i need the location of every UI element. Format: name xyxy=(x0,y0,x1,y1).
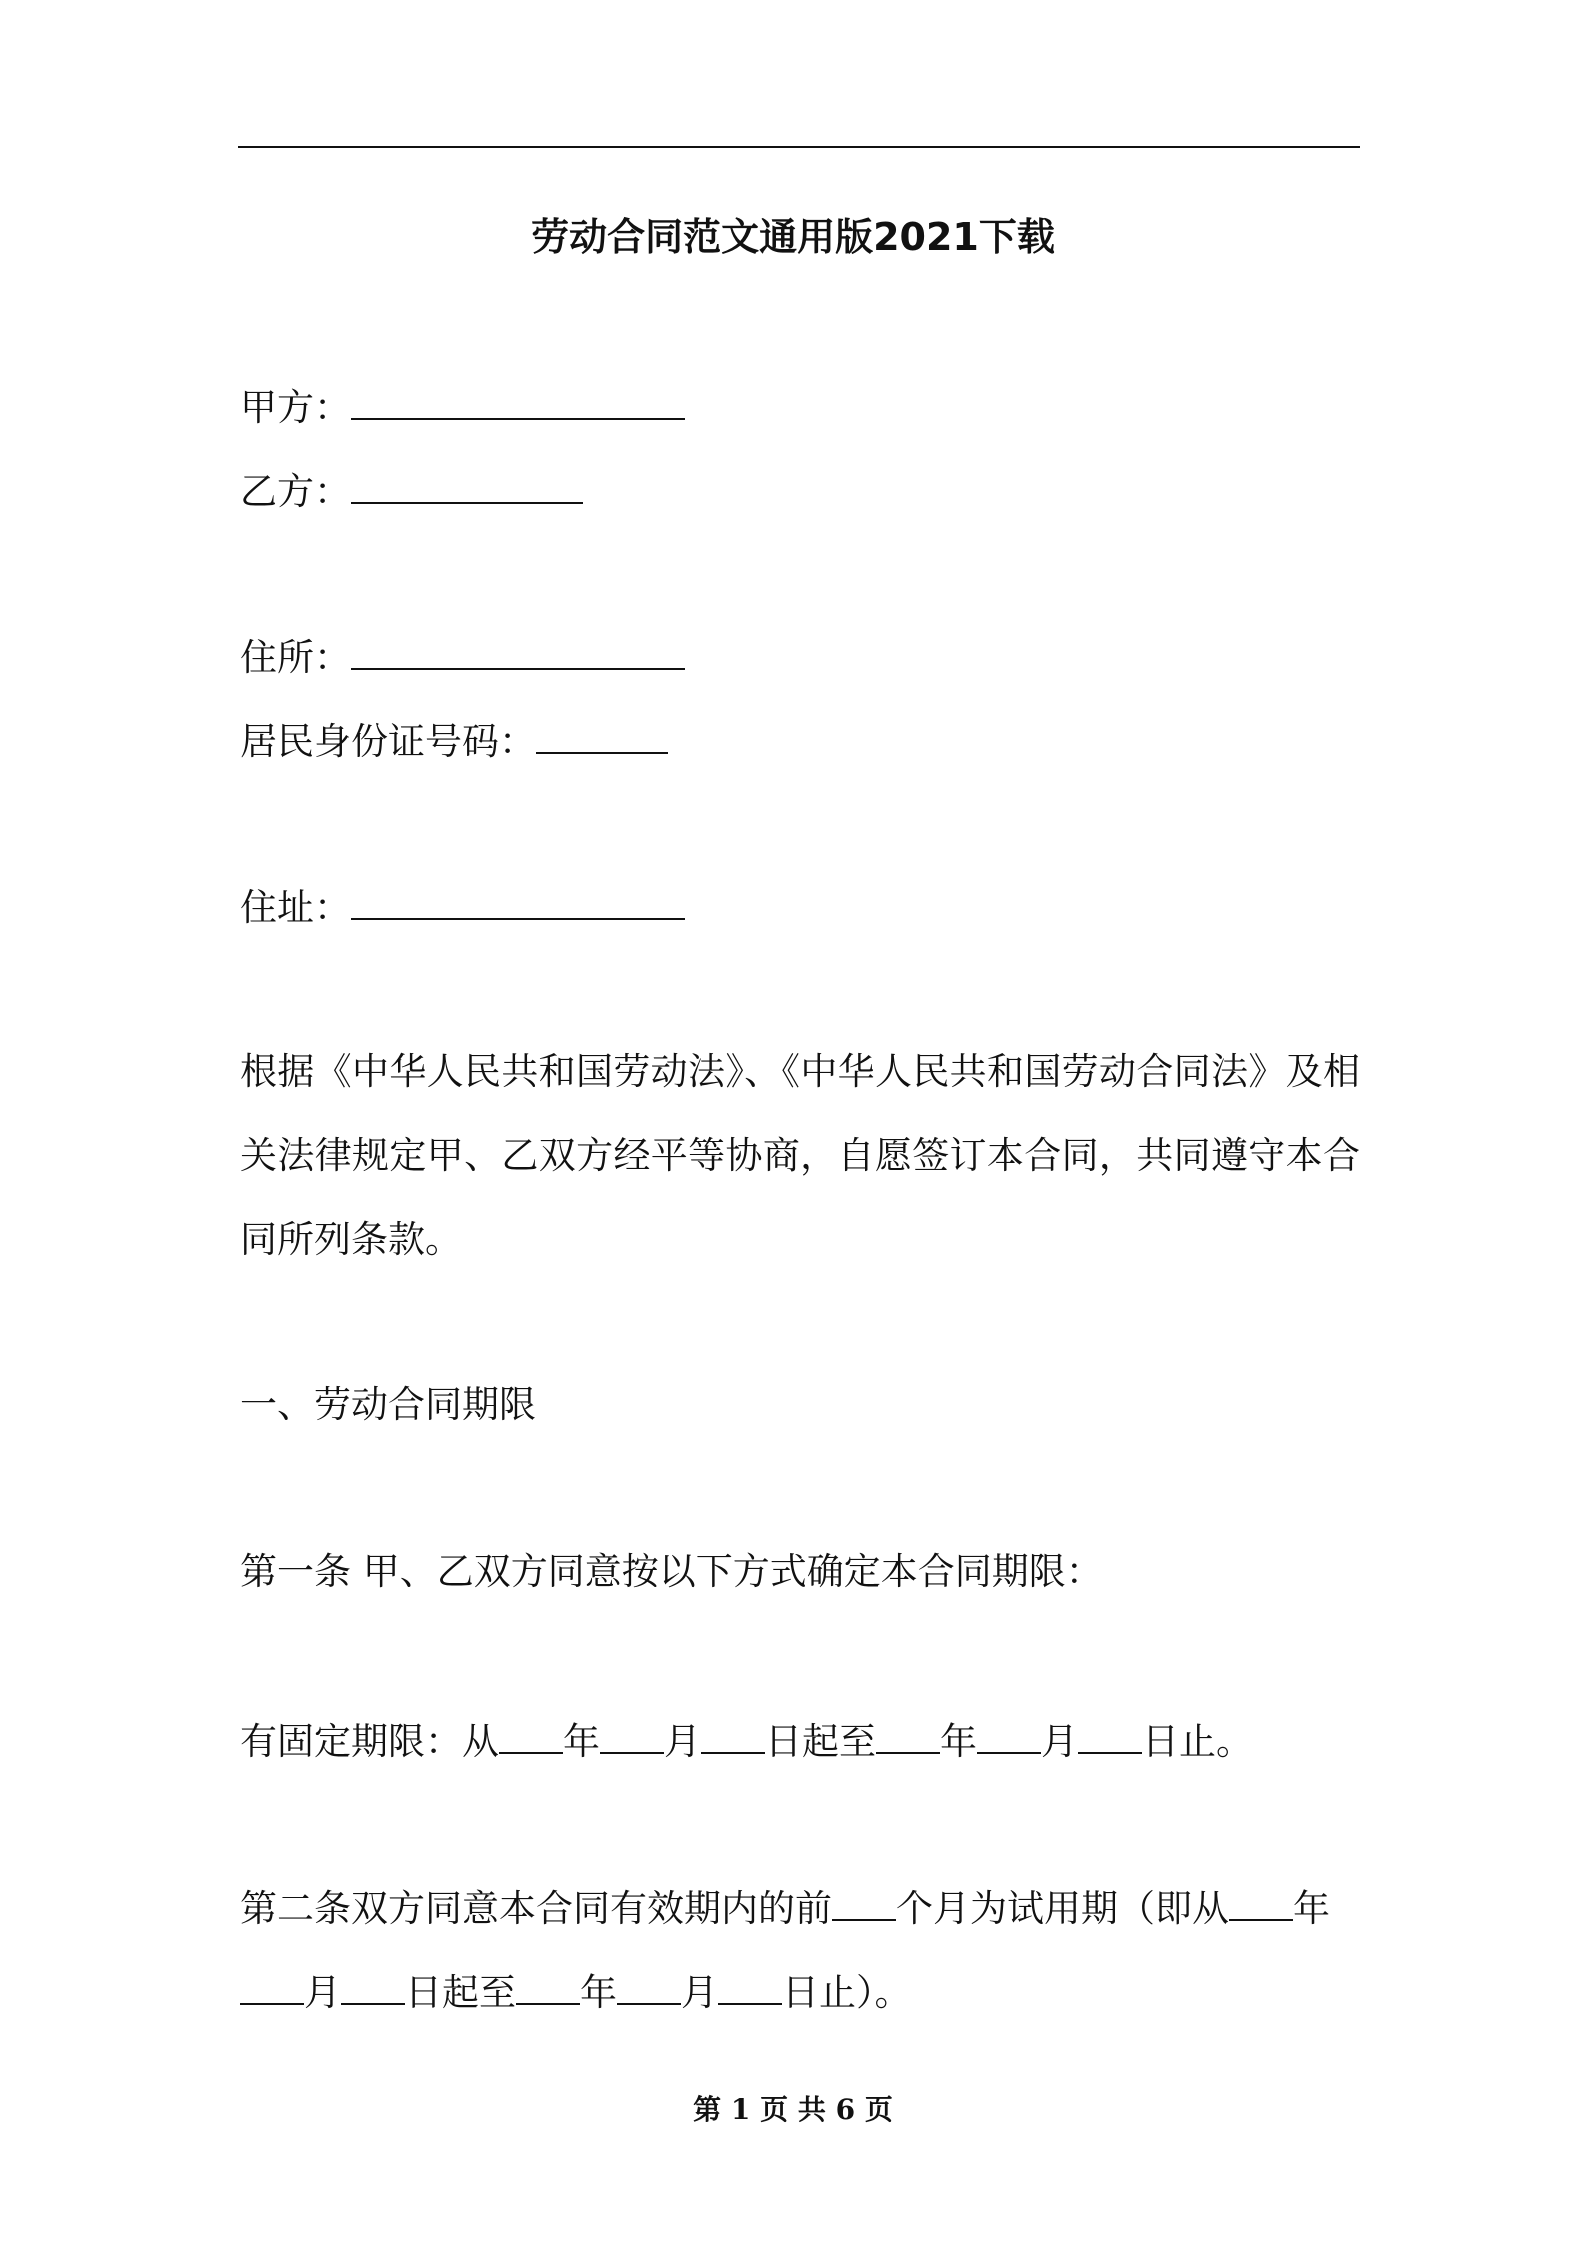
blank-day1 xyxy=(701,1714,765,1754)
fixed-term-year2: 年 xyxy=(940,1720,977,1763)
article2-months: 个月为试用期（即从 xyxy=(896,1887,1229,1930)
id-line xyxy=(240,714,668,767)
article2-day2: 日止）。 xyxy=(782,1971,912,2014)
article2-prefix: 第二条双方同意本合同有效期内的前 xyxy=(240,1887,832,1930)
blank-month2 xyxy=(977,1714,1041,1754)
article2-day1: 日起至 xyxy=(405,1971,516,2014)
header-rule xyxy=(238,146,1360,148)
address-label: 住址： xyxy=(240,886,351,929)
id-label: 居民身份证号码： xyxy=(240,720,536,763)
blank-year2 xyxy=(876,1714,940,1754)
section1-heading: 一、劳动合同期限 xyxy=(240,1383,536,1426)
article2-month2: 月 xyxy=(681,1971,718,2014)
blank-month1 xyxy=(600,1714,664,1754)
fixed-term-month2: 月 xyxy=(1041,1720,1078,1763)
fixed-term-day2: 日止。 xyxy=(1142,1720,1253,1763)
blank-months xyxy=(832,1881,896,1921)
fixed-term-line xyxy=(240,1714,1253,1767)
fixed-term-prefix: 有固定期限：从 xyxy=(240,1720,499,1763)
blank-year1 xyxy=(499,1714,563,1754)
id-blank xyxy=(536,714,668,754)
residence-blank xyxy=(351,630,685,670)
blank-a2-month2 xyxy=(617,1965,681,2005)
article2-month1: 月 xyxy=(304,1971,341,2014)
page-indicator: 第 1 页 共 6 页 xyxy=(693,2093,893,2126)
article2-year1: 年 xyxy=(1293,1887,1330,1930)
blank-a2-month1 xyxy=(240,1965,304,2005)
blank-a2-day1 xyxy=(341,1965,405,2005)
intro-paragraph: 根据《中华人民共和国劳动法》、《中华人民共和国劳动合同法》及相关法律规定甲、乙双方经平等协商，自愿签订本合同，共同遵守本合同所列条款。 xyxy=(240,1050,1360,1261)
party-a-blank xyxy=(351,380,685,420)
fixed-term-day1: 日起至 xyxy=(765,1720,876,1763)
blank-a2-day2 xyxy=(718,1965,782,2005)
address-line xyxy=(240,880,685,933)
party-b-label: 乙方： xyxy=(240,470,351,513)
residence-label: 住所： xyxy=(240,636,351,679)
fixed-term-year1: 年 xyxy=(563,1720,600,1763)
party-b-line xyxy=(240,464,583,517)
article2-line2 xyxy=(240,1965,912,2018)
party-b-blank xyxy=(351,464,583,504)
article2-year2: 年 xyxy=(580,1971,617,2014)
document-title: 劳动合同范文通用版2021下载 xyxy=(531,215,1055,259)
article2-line1 xyxy=(240,1881,1330,1934)
address-blank xyxy=(351,880,685,920)
blank-a2-year1 xyxy=(1229,1881,1293,1921)
fixed-term-month1: 月 xyxy=(664,1720,701,1763)
article1: 第一条 甲、乙双方同意按以下方式确定本合同期限： xyxy=(240,1550,1103,1593)
blank-day2 xyxy=(1078,1714,1142,1754)
residence-line xyxy=(240,630,685,683)
party-a-label: 甲方： xyxy=(240,386,351,429)
party-a-line xyxy=(240,380,685,433)
blank-a2-year2 xyxy=(516,1965,580,2005)
